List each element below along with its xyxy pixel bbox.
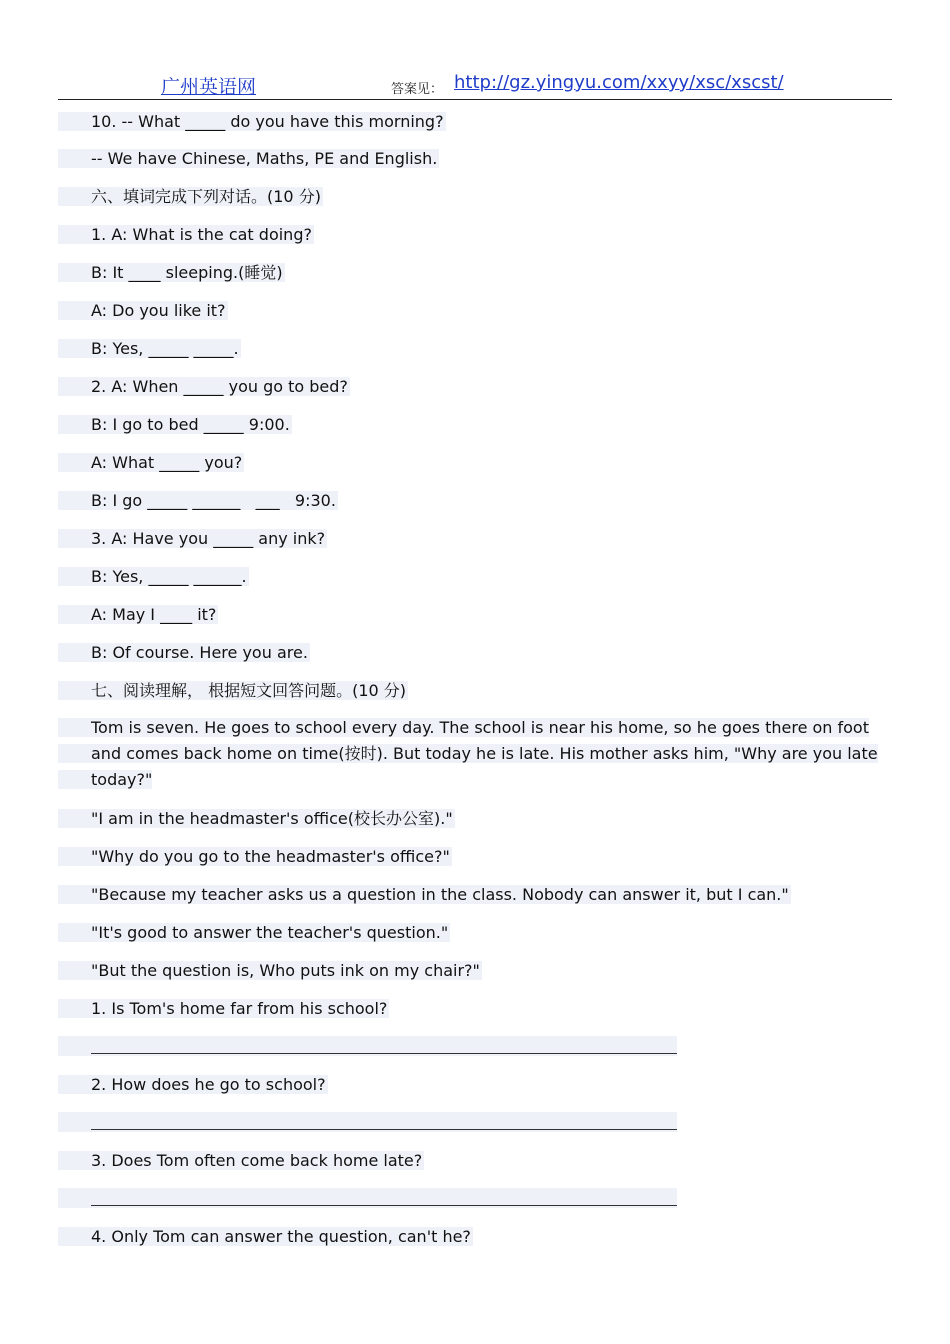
- reading-question-1: [58, 998, 389, 1020]
- dialog-line-text: B: It ____ sleeping.(睡觉): [58, 263, 285, 282]
- passage-paragraph-2: [58, 808, 455, 830]
- question-10-answer: [58, 148, 439, 170]
- reading-question-2: [58, 1074, 328, 1096]
- dialog-line-text: 3. A: Have you _____ any ink?: [58, 529, 327, 548]
- passage-paragraph-text: "I am in the headmaster's office(校长办公室).": [58, 809, 455, 828]
- dialog-1-line-3: [58, 300, 228, 322]
- question-10-text: 10. -- What _____ do you have this morning?: [58, 112, 446, 131]
- passage-paragraph-text: "Why do you go to the headmaster's office?": [58, 847, 452, 866]
- dialog-1-line-1: [58, 224, 314, 246]
- dialog-line-text: B: I go to bed _____ 9:00.: [58, 415, 292, 434]
- reading-question-text: 4. Only Tom can answer the question, can't he?: [58, 1227, 473, 1246]
- reading-question-text: 3. Does Tom often come back home late?: [58, 1151, 424, 1170]
- question-10: [58, 111, 446, 133]
- dialog-3-line-3: [58, 604, 218, 626]
- dialog-3-line-2: [58, 566, 249, 588]
- dialog-line-text: B: Of course. Here you are.: [58, 643, 310, 662]
- dialog-line-text: A: What _____ you?: [58, 453, 244, 472]
- dialog-3-line-4: [58, 642, 310, 664]
- question-10-answer-text: -- We have Chinese, Maths, PE and English.: [58, 149, 439, 168]
- passage-paragraph-5: [58, 922, 450, 944]
- dialog-line-text: 1. A: What is the cat doing?: [58, 225, 314, 244]
- passage-paragraph-1: [58, 715, 888, 793]
- passage-paragraph-text: Tom is seven. He goes to school every day. The school is near his home, so he goes there on foot and comes back home on time(按时). But today he is late. His mother asks him, "Why are you late today?": [58, 718, 878, 789]
- dialog-2-line-1: [58, 376, 350, 398]
- answer-rule: [91, 1129, 677, 1130]
- reading-question-text: 2. How does he go to school?: [58, 1075, 328, 1094]
- passage-paragraph-text: "Because my teacher asks us a question in the class. Nobody can answer it, but I can.": [58, 885, 791, 904]
- reading-question-4: [58, 1226, 473, 1248]
- dialog-line-text: B: I go _____ ______ ___ 9:30.: [58, 491, 338, 510]
- dialog-line-text: B: Yes, _____ ______.: [58, 567, 249, 586]
- answer-blank-1[interactable]: [58, 1036, 677, 1056]
- dialog-line-text: A: May I ____ it?: [58, 605, 218, 624]
- dialog-1-line-2: [58, 262, 285, 284]
- reading-question-text: 1. Is Tom's home far from his school?: [58, 999, 389, 1018]
- section-7-title: [58, 680, 408, 702]
- section-6-title: [58, 186, 323, 208]
- dialog-3-line-1: [58, 528, 327, 550]
- dialog-line-text: 2. A: When _____ you go to bed?: [58, 377, 350, 396]
- section-6-title-text: 六、填词完成下列对话。(10 分): [58, 187, 323, 206]
- passage-paragraph-4: [58, 884, 791, 906]
- answer-blank-3[interactable]: [58, 1188, 677, 1208]
- dialog-2-line-3: [58, 452, 244, 474]
- page-header: [58, 68, 892, 100]
- passage-paragraph-6: [58, 960, 482, 982]
- passage-paragraph-text: "It's good to answer the teacher's question.": [58, 923, 450, 942]
- dialog-2-line-4: [58, 490, 338, 512]
- dialog-line-text: A: Do you like it?: [58, 301, 228, 320]
- answer-url-link[interactable]: http://gz.yingyu.com/xxyy/xsc/xscst/: [454, 72, 784, 93]
- answer-blank-2[interactable]: [58, 1112, 677, 1132]
- dialog-1-line-4: [58, 338, 241, 360]
- dialog-line-text: B: Yes, _____ _____.: [58, 339, 241, 358]
- dialog-2-line-2: [58, 414, 292, 436]
- answer-rule: [91, 1053, 677, 1054]
- reading-question-3: [58, 1150, 424, 1172]
- answer-label: 答案见：: [391, 82, 444, 97]
- section-7-title-text: 七、阅读理解， 根据短文回答问题。(10 分): [58, 681, 408, 700]
- passage-paragraph-text: "But the question is, Who puts ink on my chair?": [58, 961, 482, 980]
- answer-rule: [91, 1205, 677, 1206]
- site-name-link[interactable]: 广州英语网: [161, 76, 257, 98]
- passage-paragraph-3: [58, 846, 452, 868]
